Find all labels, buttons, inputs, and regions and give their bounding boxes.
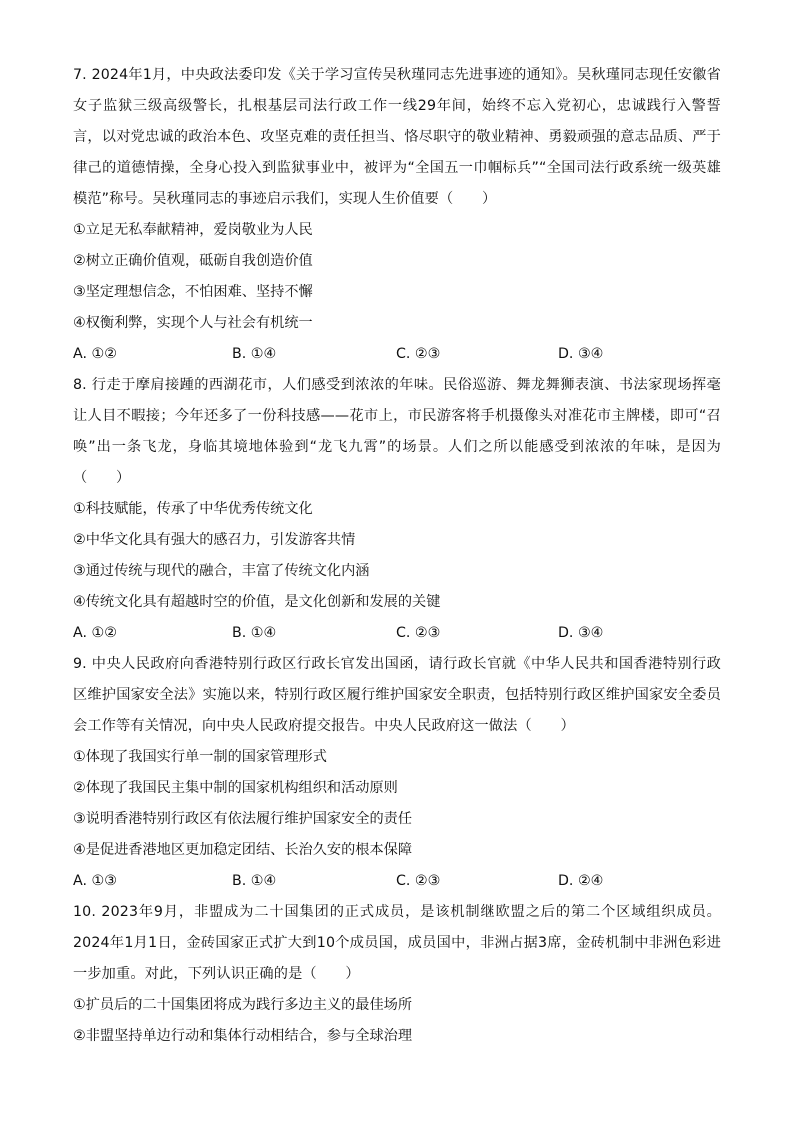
- option-3: ③坚定理想信念，不怕困难、坚持不懈: [73, 284, 313, 300]
- option-2: ②体现了我国民主集中制的国家机构组织和活动原则: [73, 780, 398, 796]
- question-10: [73, 897, 721, 1052]
- answer-choices: [73, 866, 721, 897]
- choice-b: B. ①④: [232, 873, 277, 889]
- option-4: ④是促进香港地区更加稳定团结、长治久安的根本保障: [73, 842, 413, 858]
- choice-d: D. ③④: [558, 625, 604, 641]
- choice-a: A. ①②: [73, 625, 117, 641]
- exam-page: [73, 60, 721, 1052]
- question-stem: 7. 2024年1月，中央政法委印发《关于学习宣传吴秋瑾同志先进事迹的通知》。吴秋瑾同志现任安徽省女子监狱三级高级警长，扎根基层司法行政工作一线29年间，始终不忘入党初心，忠诚践行入警誓言，以对党忠诚的政治本色、攻坚克难的责任担当、恪尽职守的敬业精神、勇毅顽强的意志品质、严于律己的道德情操，全身心投入到监狱事业中，被评为“全国五一巾帼标兵”“全国司法行政系统一级英雄模范”称号。吴秋瑾同志的事迹启示我们，实现人生价值要（ ）: [73, 67, 721, 207]
- option-1: ①体现了我国实行单一制的国家管理形式: [73, 749, 327, 765]
- option-2: ②非盟坚持单边行动和集体行动相结合，参与全球治理: [73, 1028, 413, 1044]
- question-stem: 8. 行走于摩肩接踵的西湖花市，人们感受到浓浓的年味。民俗巡游、舞龙舞狮表演、书法家现场挥毫让人目不暇接；今年还多了一份科技感——花市上，市民游客将手机摄像头对准花市主牌楼，即可“召唤”出一条飞龙，身临其境地体验到“龙飞九霄”的场景。人们之所以能感受到浓浓的年味，是因为（ ）: [73, 377, 721, 486]
- choice-d: D. ③④: [558, 346, 604, 362]
- question-stem: 9. 中央人民政府向香港特别行政区行政长官发出国函，请行政长官就《中华人民共和国香港特别行政区维护国家安全法》实施以来，特别行政区履行维护国家安全职责，包括特别行政区维护国家安全委员会工作等有关情况，向中央人民政府提交报告。中央人民政府这一做法（ ）: [73, 656, 721, 734]
- choice-c: C. ②③: [396, 625, 441, 641]
- choice-c: C. ②③: [396, 346, 441, 362]
- choice-b: B. ①④: [232, 346, 277, 362]
- choice-c: C. ②③: [396, 873, 441, 889]
- option-4: ④传统文化具有超越时空的价值，是文化创新和发展的关键: [73, 594, 441, 610]
- answer-choices: [73, 618, 721, 649]
- question-7: [73, 60, 721, 370]
- option-1: ①立足无私奉献精神，爱岗敬业为人民: [73, 222, 313, 238]
- choice-a: A. ①②: [73, 346, 117, 362]
- option-4: ④权衡利弊，实现个人与社会有机统一: [73, 315, 313, 331]
- option-3: ③通过传统与现代的融合，丰富了传统文化内涵: [73, 563, 370, 579]
- choice-b: B. ①④: [232, 625, 277, 641]
- question-stem: 10. 2023年9月，非盟成为二十国集团的正式成员，是该机制继欧盟之后的第二个区域组织成员。2024年1月1日，金砖国家正式扩大到10个成员国，成员国中，非洲占据3席，金砖机制中非洲色彩进一步加重。对此，下列认识正确的是（ ）: [73, 904, 721, 982]
- question-8: [73, 370, 721, 649]
- option-1: ①科技赋能，传承了中华优秀传统文化: [73, 501, 313, 517]
- option-1: ①扩员后的二十国集团将成为践行多边主义的最佳场所: [73, 997, 413, 1013]
- question-9: [73, 649, 721, 897]
- choice-d: D. ②④: [558, 873, 604, 889]
- answer-choices: [73, 339, 721, 370]
- option-2: ②中华文化具有强大的感召力，引发游客共情: [73, 532, 356, 548]
- choice-a: A. ①③: [73, 873, 117, 889]
- option-3: ③说明香港特别行政区有依法履行维护国家安全的责任: [73, 811, 413, 827]
- option-2: ②树立正确价值观，砥砺自我创造价值: [73, 253, 313, 269]
